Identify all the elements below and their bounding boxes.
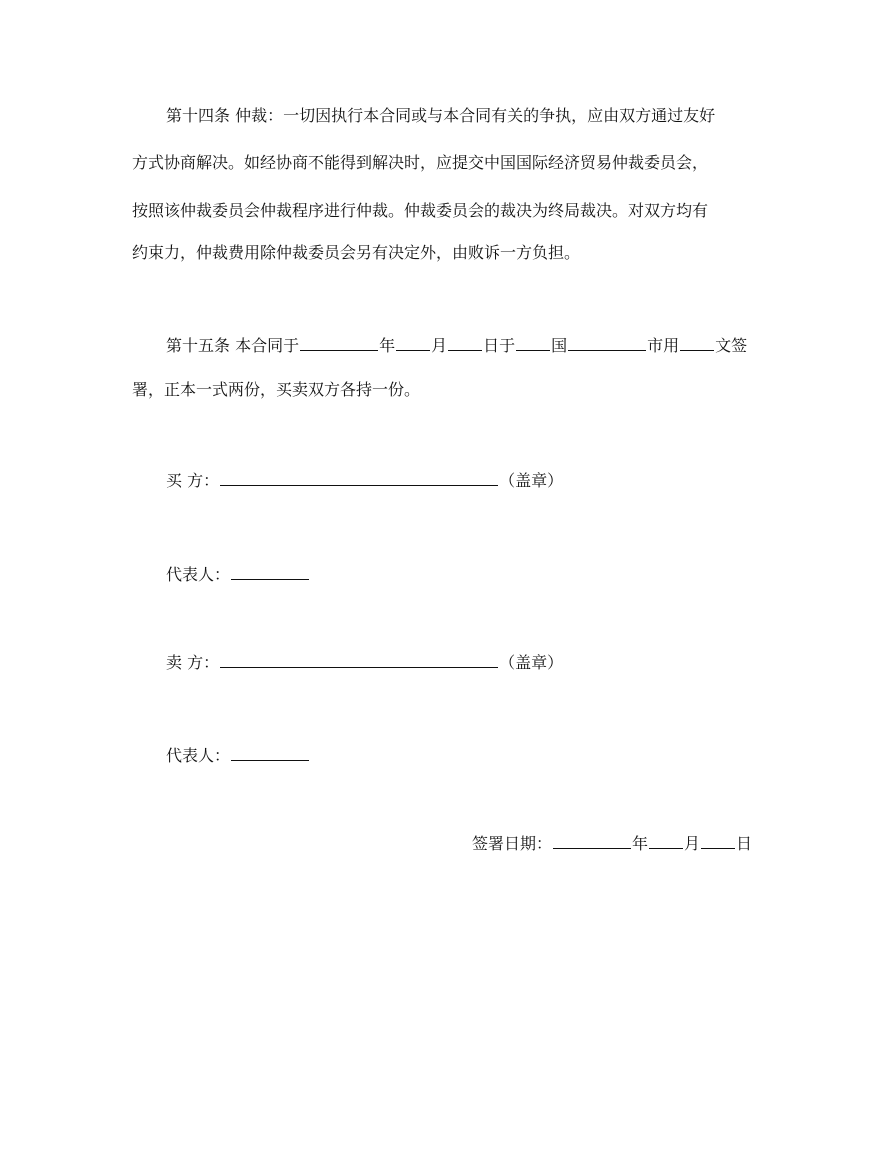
day-blank[interactable]	[448, 335, 482, 351]
article15-year: 年	[379, 336, 396, 355]
buyer-rep-blank[interactable]	[231, 564, 309, 580]
month-blank[interactable]	[396, 335, 430, 351]
buyer-rep-line	[166, 564, 310, 584]
sign-date-label: 签署日期：	[472, 834, 553, 853]
buyer-label: 买 方：	[166, 471, 220, 490]
buyer-line	[166, 470, 563, 490]
buyer-stamp: （盖章）	[499, 471, 564, 490]
sign-day-blank[interactable]	[701, 833, 735, 849]
article14-line3: 按照该仲裁委员会仲裁程序进行仲裁。仲裁委员会的裁决为终局裁决。对双方均有	[132, 201, 709, 220]
seller-rep-line	[166, 745, 310, 765]
buyer-name-blank[interactable]	[220, 470, 498, 486]
article15-prefix: 第十五条 本合同于	[166, 336, 300, 355]
year-blank[interactable]	[300, 335, 378, 351]
article15-lang: 文签	[715, 336, 748, 355]
seller-label: 卖 方：	[166, 653, 220, 672]
article15-month: 月	[431, 336, 448, 355]
article14-line4: 约束力，仲裁费用除仲裁委员会另有决定外，由败诉一方负担。	[132, 243, 581, 262]
article15-line2: 署，正本一式两份，买卖双方各持一份。	[132, 380, 421, 399]
article15-country: 国	[551, 336, 568, 355]
sign-month-blank[interactable]	[649, 833, 683, 849]
sign-date-line	[472, 833, 752, 853]
sign-date-year: 年	[632, 834, 649, 853]
seller-rep-blank[interactable]	[231, 745, 309, 761]
language-blank[interactable]	[680, 335, 714, 351]
article15-day: 日于	[483, 336, 516, 355]
seller-rep-label: 代表人：	[166, 746, 231, 765]
article15-line1	[166, 335, 747, 355]
seller-stamp: （盖章）	[499, 653, 564, 672]
article14-line1: 第十四条 仲裁：一切因执行本合同或与本合同有关的争执，应由双方通过友好	[166, 106, 716, 125]
sign-date-day: 日	[736, 834, 753, 853]
sign-date-month: 月	[684, 834, 701, 853]
city-blank[interactable]	[568, 335, 646, 351]
article15-city: 市用	[647, 336, 680, 355]
country-blank[interactable]	[516, 335, 550, 351]
article14-line2: 方式协商解决。如经协商不能得到解决时，应提交中国国际经济贸易仲裁委员会，	[132, 153, 709, 172]
buyer-rep-label: 代表人：	[166, 565, 231, 584]
sign-year-blank[interactable]	[553, 833, 631, 849]
seller-line	[166, 652, 563, 672]
seller-name-blank[interactable]	[220, 652, 498, 668]
